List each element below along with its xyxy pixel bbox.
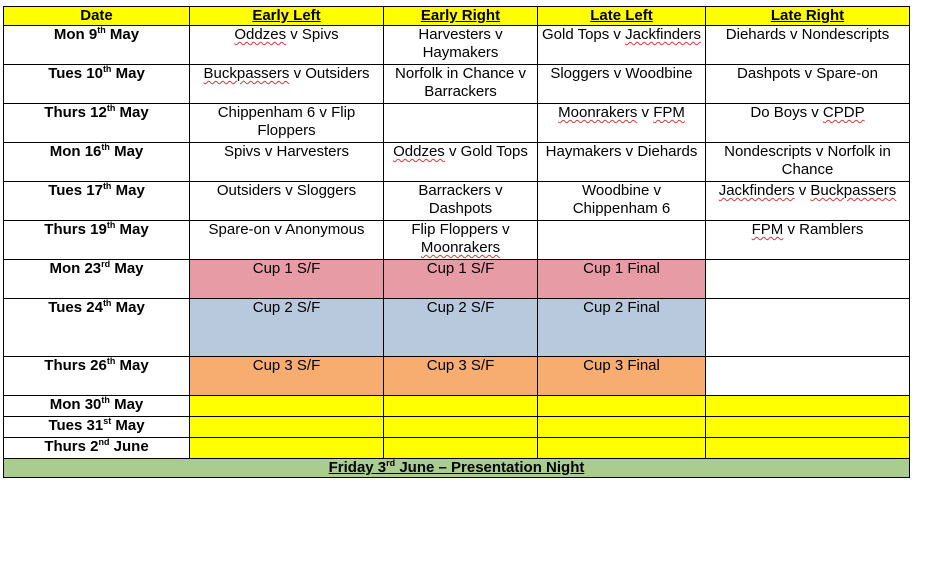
date-day: Thurs 12	[44, 104, 107, 121]
fixture-early-left	[190, 417, 384, 438]
fixture-early-right: Norfolk in Chance v Barrackers	[384, 65, 538, 104]
date-day: Mon 30	[49, 396, 102, 413]
fixture-late-left	[538, 417, 706, 438]
date-suffix: nd	[98, 437, 110, 447]
date-day: Thurs 26	[44, 357, 107, 374]
date-cell	[4, 417, 190, 438]
table-row	[4, 65, 910, 104]
fixture-late-left: Haymakers v Diehards	[538, 143, 706, 182]
table-row	[4, 357, 910, 396]
fixture-late-right	[706, 396, 910, 417]
footer-text-end: June – Presentation Night	[395, 459, 585, 476]
date-suffix: th	[101, 142, 110, 152]
fixture-late-right	[706, 260, 910, 299]
date-day: Tues 10	[48, 65, 103, 82]
date-cell	[4, 299, 190, 357]
fixture-late-right	[706, 438, 910, 459]
fixture-early-right: Cup 3 S/F	[384, 357, 538, 396]
header-early-left: Early Left	[190, 7, 384, 26]
footer-text: Friday 3	[328, 459, 387, 476]
date-day: Tues 31	[48, 417, 104, 434]
fixture-early-left: Oddzes v Spivs	[190, 26, 384, 65]
date-suffix: th	[102, 298, 112, 308]
date-month: May	[105, 26, 140, 43]
date-cell	[4, 104, 190, 143]
date-suffix: th	[106, 220, 116, 230]
fixtures-table	[3, 6, 910, 478]
table-row	[4, 26, 910, 65]
fixture-early-right: Flip Floppers v Moonrakers	[384, 221, 538, 260]
fixture-early-left: Buckpassers v Outsiders	[190, 65, 384, 104]
date-day: Mon 16	[49, 143, 102, 160]
date-suffix: th	[102, 64, 112, 74]
fixture-late-right	[706, 417, 910, 438]
fixture-late-left	[538, 396, 706, 417]
date-suffix: th	[106, 103, 116, 113]
date-cell	[4, 65, 190, 104]
date-cell	[4, 26, 190, 65]
date-day: Mon 9	[53, 26, 98, 43]
fixture-late-right: Do Boys v CPDP	[706, 104, 910, 143]
fixture-late-left: Cup 2 Final	[538, 299, 706, 357]
date-suffix: st	[103, 416, 112, 426]
presentation-night-banner	[4, 459, 910, 478]
table-row	[4, 221, 910, 260]
table-row	[4, 182, 910, 221]
table-row	[4, 417, 910, 438]
date-suffix: th	[106, 356, 116, 366]
header-late-right: Late Right	[706, 7, 910, 26]
date-day: Tues 17	[48, 182, 103, 199]
date-suffix: th	[97, 25, 106, 35]
date-month: May	[111, 417, 145, 434]
date-month: May	[111, 65, 145, 82]
fixture-late-right: FPM v Ramblers	[706, 221, 910, 260]
fixture-early-left: Spivs v Harvesters	[190, 143, 384, 182]
fixture-late-left	[538, 221, 706, 260]
fixture-late-left	[538, 438, 706, 459]
date-cell	[4, 357, 190, 396]
date-day: Mon 23	[49, 260, 102, 277]
date-day: Thurs 2	[44, 438, 99, 455]
date-month: May	[110, 260, 144, 277]
fixture-late-right	[706, 299, 910, 357]
date-cell	[4, 221, 190, 260]
fixture-early-right: Cup 1 S/F	[384, 260, 538, 299]
date-month: May	[115, 104, 149, 121]
date-suffix: rd	[101, 259, 111, 269]
fixture-early-right	[384, 438, 538, 459]
fixture-late-left: Moonrakers v FPM	[538, 104, 706, 143]
table-row	[4, 104, 910, 143]
fixture-early-left: Cup 1 S/F	[190, 260, 384, 299]
header-early-right: Early Right	[384, 7, 538, 26]
footer-suffix: rd	[386, 458, 396, 468]
fixture-late-right: Jackfinders v Buckpassers	[706, 182, 910, 221]
fixture-late-right	[706, 357, 910, 396]
header-late-left: Late Left	[538, 7, 706, 26]
table-row	[4, 396, 910, 417]
table-row	[4, 143, 910, 182]
fixture-early-right	[384, 417, 538, 438]
fixture-late-left: Cup 3 Final	[538, 357, 706, 396]
fixture-early-right	[384, 396, 538, 417]
date-cell	[4, 182, 190, 221]
fixture-early-left	[190, 396, 384, 417]
fixture-early-right: Oddzes v Gold Tops	[384, 143, 538, 182]
table-row	[4, 438, 910, 459]
fixture-early-left: Outsiders v Sloggers	[190, 182, 384, 221]
date-cell	[4, 438, 190, 459]
fixture-late-left: Sloggers v Woodbine	[538, 65, 706, 104]
fixture-early-left: Cup 2 S/F	[190, 299, 384, 357]
date-month: May	[111, 182, 145, 199]
fixture-early-right	[384, 104, 538, 143]
header-row	[4, 7, 910, 26]
date-cell	[4, 143, 190, 182]
fixture-early-right: Harvesters v Haymakers	[384, 26, 538, 65]
fixture-early-left: Chippenham 6 v Flip Floppers	[190, 104, 384, 143]
date-suffix: th	[102, 181, 112, 191]
fixture-late-left: Gold Tops v Jackfinders	[538, 26, 706, 65]
fixture-early-left: Cup 3 S/F	[190, 357, 384, 396]
fixture-early-right: Cup 2 S/F	[384, 299, 538, 357]
date-month: May	[115, 357, 149, 374]
fixture-late-left: Cup 1 Final	[538, 260, 706, 299]
date-cell	[4, 396, 190, 417]
date-month: May	[109, 396, 144, 413]
date-month: June	[109, 438, 149, 455]
header-date: Date	[4, 7, 190, 26]
fixture-late-right: Diehards v Nondescripts	[706, 26, 910, 65]
fixture-late-right: Dashpots v Spare-on	[706, 65, 910, 104]
fixture-early-left: Spare-on v Anonymous	[190, 221, 384, 260]
date-cell	[4, 260, 190, 299]
table-row	[4, 299, 910, 357]
date-month: May	[115, 221, 149, 238]
date-suffix: th	[101, 395, 110, 405]
date-day: Thurs 19	[44, 221, 107, 238]
date-day: Tues 24	[48, 299, 103, 316]
fixture-early-left	[190, 438, 384, 459]
table-row	[4, 260, 910, 299]
fixture-early-right: Barrackers v Dashpots	[384, 182, 538, 221]
footer-row	[4, 459, 910, 478]
fixture-late-right: Nondescripts v Norfolk in Chance	[706, 143, 910, 182]
date-month: May	[111, 299, 145, 316]
fixture-late-left: Woodbine v Chippenham 6	[538, 182, 706, 221]
date-month: May	[109, 143, 144, 160]
